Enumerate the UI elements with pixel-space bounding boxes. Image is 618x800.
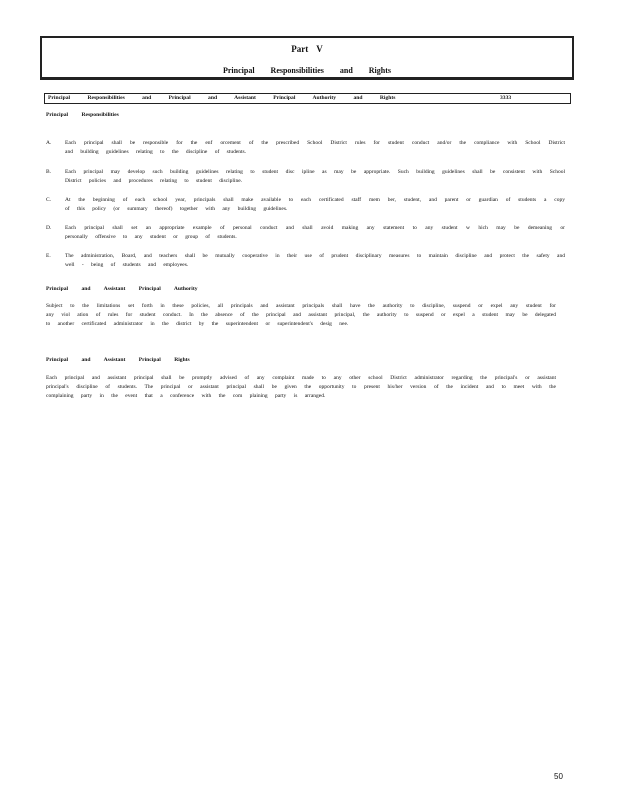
list-item bbox=[46, 139, 566, 159]
list-item-text: At the beginning of each school year, principals shall make available to each certificated staff mem ber, student, and parent or guardian of students a copy of this policy (or summary thereof) together with any building guidelines. bbox=[65, 197, 565, 212]
section-heading-authority: Principal and Assistant Principal Authority bbox=[46, 286, 198, 292]
section-heading-rights: Principal and Assistant Principal Rights bbox=[46, 357, 190, 363]
page-number: 50 bbox=[554, 772, 563, 781]
list-marker: D. bbox=[46, 225, 52, 231]
page-title: Principal Responsibilities and Rights bbox=[222, 66, 392, 75]
list-marker: E. bbox=[46, 253, 51, 259]
policy-code: 3333 bbox=[500, 95, 512, 101]
list-marker: A. bbox=[46, 140, 52, 146]
list-item-text: Each principal may develop such building guidelines relating to student disc ipline as may be appropriate. Such building guidelines shall be consistent with School District policies and procedures relating to student discipline. bbox=[65, 169, 565, 184]
policy-title: Principal Responsibilities and Principal and Assistant Principal Authority and Rights bbox=[48, 95, 396, 101]
policy-header-bar bbox=[44, 93, 571, 104]
title-box bbox=[40, 36, 574, 80]
list-marker: B. bbox=[46, 169, 52, 175]
authority-paragraph: Subject to the limitations set forth in these policies, all principals and assistant principals shall have the authority to discipline, suspend or expel any student for any viol ation of rules for student conduct. In the absence of the principal and assistant principal, the authority to suspend or expel a student may be delegated to another certificated administrator in the district by the superintendent or superintendent's desig nee. bbox=[46, 303, 556, 327]
list-item bbox=[46, 168, 566, 188]
list-marker: C. bbox=[46, 197, 52, 203]
list-item bbox=[46, 252, 566, 272]
list-item-text: Each principal shall set an appropriate example of personal conduct and shall avoid making any statement to any student w hich may be demeaning or personally offensive to any student or group of students. bbox=[65, 225, 565, 240]
list-item bbox=[46, 224, 566, 244]
rights-paragraph: Each principal and assistant principal shall be promptly advised of any complaint made to any other school District administrator regarding the principal's or assistant principal's discipline of students. The principal or assistant principal shall be given the opportunity to present his/her version of the incident and to meet with the complaining party in the event that a conference with the com plaining party is arranged. bbox=[46, 375, 556, 399]
list-item bbox=[46, 196, 566, 216]
part-title: Part V bbox=[291, 44, 323, 54]
section-heading-responsibilities: Principal Responsibilities bbox=[46, 112, 119, 118]
list-item-text: Each principal shall be responsible for the enf orcement of the prescribed School District rules for student conduct and/or the compliance with School District and building guidelines relating to the discipline of students. bbox=[65, 140, 565, 155]
list-item-text: The administration, Board, and teachers shall be mutually cooperative in their use of prudent disciplinary measures to maintain discipline and protect the safety and well - being of students and employees. bbox=[65, 253, 565, 268]
